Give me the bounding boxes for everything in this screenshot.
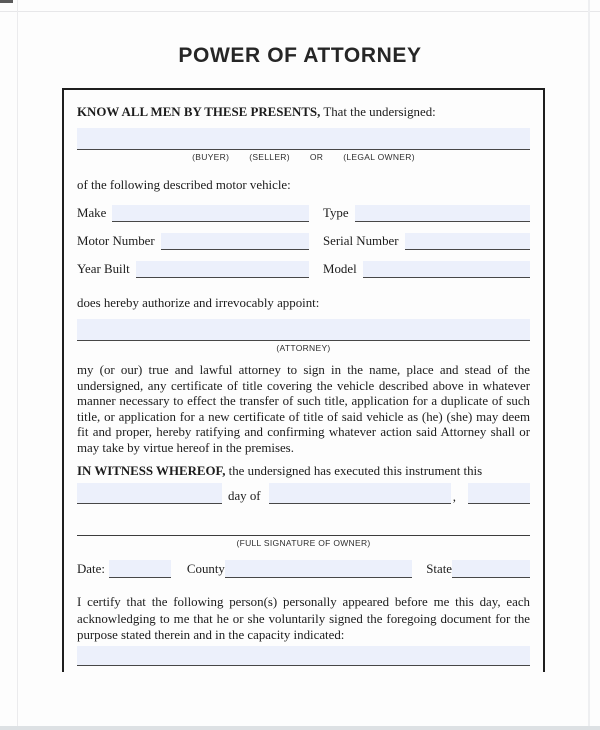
date-label: Date: <box>77 562 105 576</box>
execution-month-field[interactable] <box>269 483 451 504</box>
owner-signature-field[interactable] <box>77 535 530 536</box>
vehicle-row-3 <box>77 261 530 278</box>
attorney-name-field[interactable] <box>77 319 530 341</box>
execution-day-field[interactable] <box>77 483 222 504</box>
date-comma: , <box>452 490 456 504</box>
form-box <box>62 88 545 672</box>
caption-legal-owner: (LEGAL OWNER) <box>343 152 415 162</box>
serial-number-label: Serial Number <box>323 234 399 248</box>
execution-date-row <box>77 483 530 504</box>
type-label: Type <box>323 206 349 220</box>
caption-or: OR <box>309 152 324 162</box>
model-label: Model <box>323 262 357 276</box>
attorney-caption: (ATTORNEY) <box>276 343 331 353</box>
motor-number-field[interactable] <box>161 233 309 250</box>
opening-statement-rest: That the undersigned: <box>323 105 436 119</box>
opening-statement <box>77 105 530 120</box>
motor-number-group <box>77 233 309 250</box>
scan-edge-left <box>17 0 18 730</box>
county-label: County <box>186 562 225 576</box>
witness-statement-bold: IN WITNESS WHEREOF, <box>77 464 226 478</box>
caption-buyer: (BUYER) <box>192 152 230 162</box>
year-built-field[interactable] <box>136 261 309 278</box>
state-field[interactable] <box>452 560 530 578</box>
type-group <box>323 205 530 222</box>
type-field[interactable] <box>355 205 530 222</box>
year-built-label: Year Built <box>77 262 130 276</box>
caption-seller: (SELLER) <box>249 152 290 162</box>
page-title: POWER OF ATTORNEY <box>178 44 422 67</box>
vehicle-row-1 <box>77 205 530 222</box>
witness-statement <box>77 464 530 479</box>
witness-statement-rest: the undersigned has executed this instrument this <box>228 464 483 478</box>
owner-signature-caption: (FULL SIGNATURE OF OWNER) <box>236 538 371 548</box>
notary-location-row <box>77 560 530 578</box>
make-group <box>77 205 309 222</box>
notary-certify-text: I certify that the following person(s) personally appeared before me this day, each acknowledging to me that he or she voluntarily signed the foregoing document for the purpose stated therein and in the capacity indicated: <box>77 595 530 642</box>
model-group <box>323 261 530 278</box>
appointment-lead-text: does hereby authorize and irrevocably appoint: <box>77 296 320 310</box>
appointment-body-text: my (or our) true and lawful attorney to sign in the name, place and stead of the undersigned, any certificate of title covering the vehicle described above in whatever manner necessary to effect the transfer of such title, application for a duplicate of such title, or application for a new certificate of title of said vehicle as (he) (she) may deem fit and proper, hereby ratifying and confirming whatever action said Attorney shall or may take by virtue hereof in the premises. <box>77 363 530 455</box>
motor-number-label: Motor Number <box>77 234 155 248</box>
vehicle-fields-grid <box>77 205 530 278</box>
undersigned-name-field[interactable] <box>77 128 530 150</box>
execution-year-field[interactable] <box>468 483 530 504</box>
scan-edge-right <box>588 0 590 730</box>
scan-corner-mark <box>0 0 13 3</box>
notary-date-field[interactable] <box>109 560 171 578</box>
county-field[interactable] <box>225 560 412 578</box>
make-label: Make <box>77 206 107 220</box>
scan-edge-bottom <box>0 726 600 730</box>
scan-edge-top <box>0 11 600 12</box>
vehicle-intro-text: of the following described motor vehicle: <box>77 178 291 192</box>
undersigned-role-captions <box>77 152 530 162</box>
opening-statement-bold: KNOW ALL MEN BY THESE PRESENTS, <box>77 105 321 119</box>
make-field[interactable] <box>112 205 309 222</box>
day-of-label: day of <box>228 489 261 503</box>
serial-number-field[interactable] <box>405 233 530 250</box>
model-field[interactable] <box>363 261 530 278</box>
year-built-group <box>77 261 309 278</box>
serial-number-group <box>323 233 530 250</box>
state-label: State <box>426 562 452 576</box>
appeared-person-field[interactable] <box>77 646 530 666</box>
vehicle-row-2 <box>77 233 530 250</box>
